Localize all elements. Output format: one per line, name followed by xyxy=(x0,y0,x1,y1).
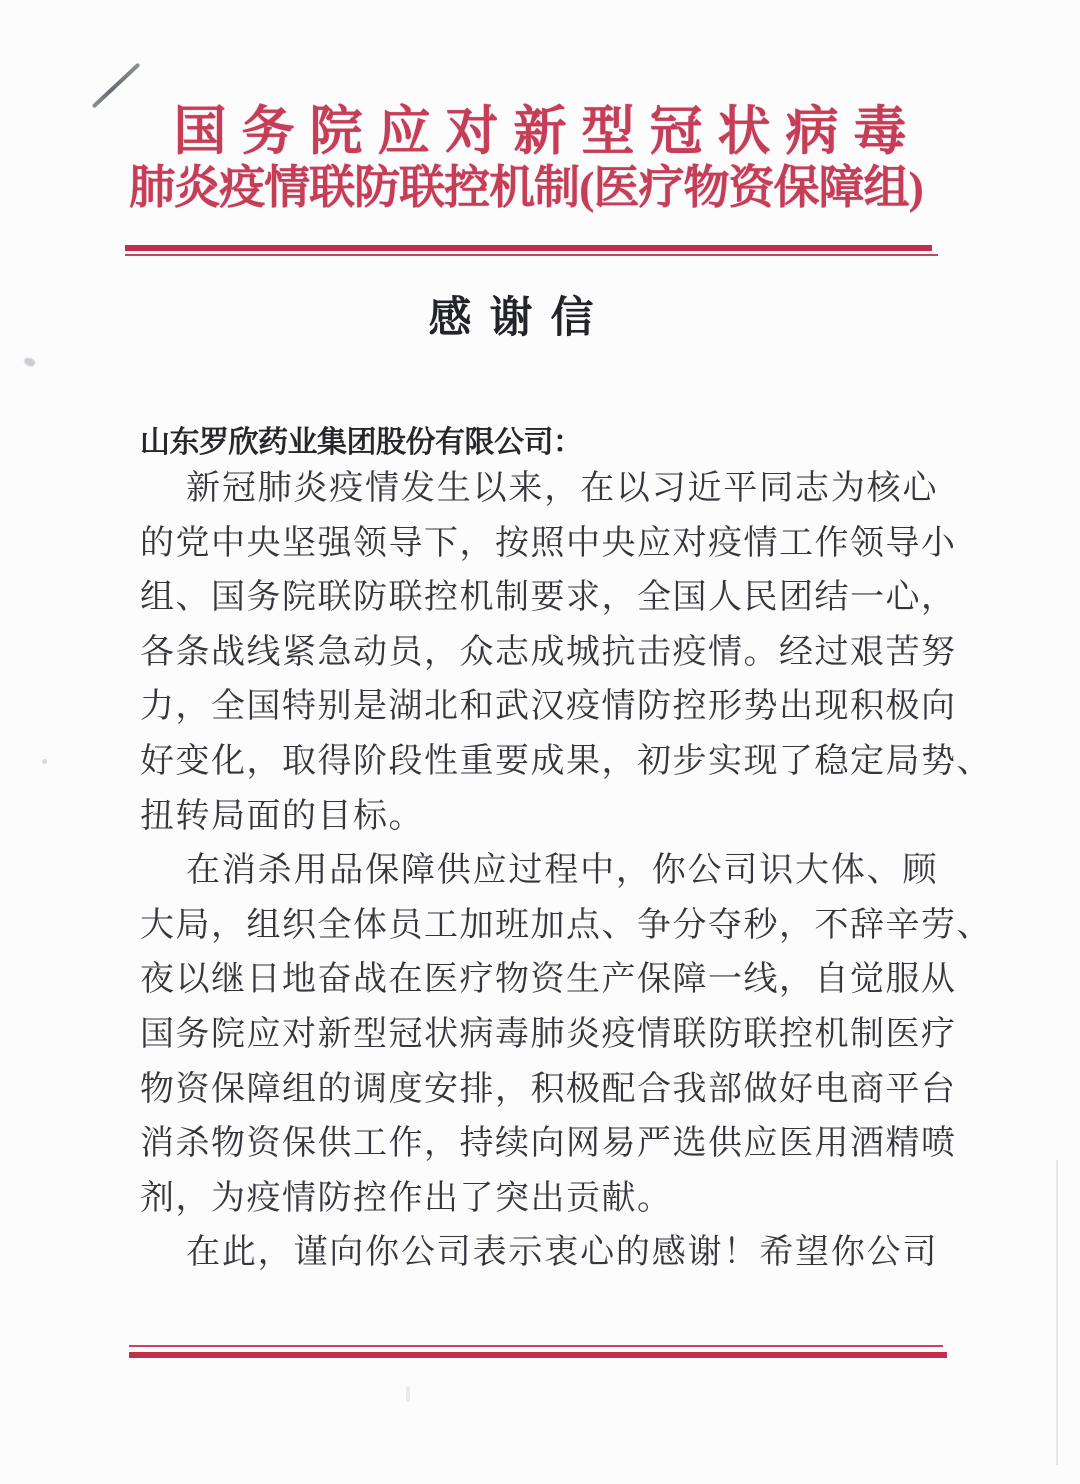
body-line: 组、国务院联防联控机制要求，全国人民团结一心， xyxy=(140,579,957,617)
body-line: 力，全国特别是湖北和武汉疫情防控形势出现积极向 xyxy=(140,688,957,726)
body-line: 大局，组织全体员工加班加点、争分夺秒，不辞辛劳、 xyxy=(140,906,992,944)
letterhead-line-1: 国务院应对新型冠状病毒 xyxy=(173,103,922,161)
body-line: 消杀物资保供工作，持续向网易严选供应医用酒精喷 xyxy=(140,1125,957,1163)
body-line: 新冠肺炎疫情发生以来，在以习近平同志为核心 xyxy=(186,470,938,507)
scan-artifact-speck xyxy=(406,1386,410,1402)
scan-artifact-speck xyxy=(23,356,36,368)
scan-artifact-edge-line xyxy=(1056,1160,1058,1465)
letterhead-line-2: 肺炎疫情联防联控机制(医疗物资保障组) xyxy=(129,162,923,213)
body-line: 国务院应对新型冠状病毒肺炎疫情联防联控机制医疗 xyxy=(140,1015,957,1053)
header-rule-thin xyxy=(125,254,938,256)
body-line: 在此，谨向你公司表示衷心的感谢！希望你公司 xyxy=(186,1234,938,1272)
letterhead xyxy=(0,102,1080,214)
body-line: 扭转局面的目标。 xyxy=(140,797,424,835)
footer-rule-thin xyxy=(129,1345,943,1347)
document-title: 感谢信 xyxy=(428,295,612,342)
salutation: 山东罗欣药业集团股份有限公司： xyxy=(140,426,583,459)
header-rule-thick xyxy=(125,245,932,251)
body-line: 物资保障组的调度安排，积极配合我部做好电商平台 xyxy=(140,1070,957,1108)
body-line: 剂，为疫情防控作出了突出贡献。 xyxy=(140,1179,673,1217)
body-line: 各条战线紧急动员，众志成城抗击疫情。经过艰苦努 xyxy=(140,633,957,671)
body-line: 夜以继日地奋战在医疗物资生产保障一线，自觉服从 xyxy=(140,961,957,999)
letter-body xyxy=(140,462,992,1281)
footer-rule-thick xyxy=(129,1352,947,1358)
body-line: 好变化，取得阶段性重要成果，初步实现了稳定局势、 xyxy=(140,742,992,780)
body-line: 的党中央坚强领导下，按照中央应对疫情工作领导小 xyxy=(140,524,957,562)
scan-artifact-speck xyxy=(42,759,47,764)
body-line: 在消杀用品保障供应过程中，你公司识大体、顾 xyxy=(186,852,938,890)
